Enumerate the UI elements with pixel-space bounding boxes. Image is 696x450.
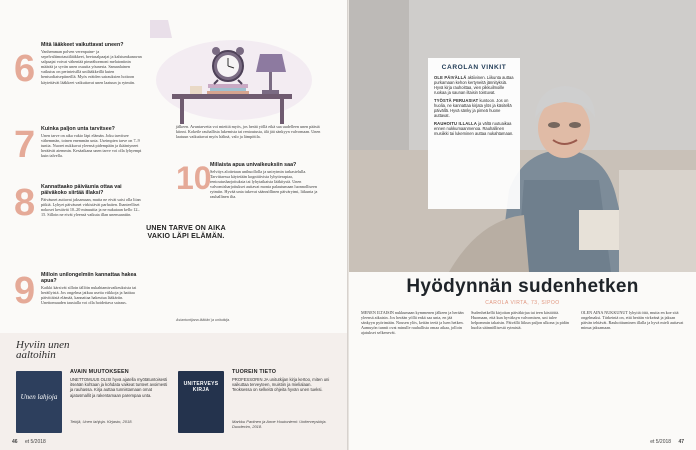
book-recommendations: [0, 333, 347, 450]
rec-title: AVAIN MUUTOKSEEN: [70, 369, 129, 375]
left-page: [0, 0, 347, 450]
tips-box-text: aktiivinen. Liikunta auttaa purkamaan kehon kertyneitä jännityksiä. Hyvä kirja rauhoittaa, vien pikkuilmoille ruokaa ja saunan iltaisin toistuvat.: [434, 75, 514, 95]
tips-box-lead: TYÖSTÄ PERUASIAT: [434, 98, 479, 103]
issue-label: et 5/2018: [650, 439, 672, 445]
article-byline: CAROLA VIRTA, 73, SIPOO: [485, 300, 560, 306]
tips-box-text: kuntoon. Jos on huolia, ne kannattaa kirjata ylös ja käsitellä päivällä. Hyvä sänky ja pimeä huone auttavat.: [434, 98, 512, 118]
tips-box-lead: RAUHOITU ILLALLA: [434, 121, 477, 126]
right-page-number: [650, 439, 684, 445]
rec-text: UNETTOMUUS OLISI hyvä ajatella myötätuntoisesti itseään kohtaan ja kohdata vaikeat tunteet avoimesti ja rauhassa. Kirja auttaa tunnistamaan omat ajatusmallit ja rakentamaan parempaa unta.: [70, 377, 168, 398]
issue-label: et 5/2018: [24, 439, 46, 445]
tip-title: Kannattaako päiväunia ottaa vai päiväkoko siirtää illaksi?: [41, 184, 122, 196]
footnote: Asiantuntijana lääkäri ja unitutkija.: [176, 318, 231, 322]
tips-box-item: [434, 98, 514, 118]
book-cover-title: UNITERVEYS KIRJA: [183, 381, 219, 393]
tip-text: Selvitys aloitetaan unihuollolla ja unirytmin tarkastelulla. Tarvittaessa käytetään kognitiivista lyhytterapiaa, rentoutusharjoituksia tai lyhytaikaista lääkitystä. Unen valvomisharjoitukset auttavat monia palautumaan luonnolliseen rytmiin. Hyvää unta tukevat säännöllinen päivärytmi, liikunta ja rauhallinen ilta.: [210, 169, 318, 200]
tip-title: Millaista apua univaikeuksiin saa?: [210, 162, 297, 168]
tip-title: Mitä lääkkeet vaikuttavat uneen?: [41, 42, 124, 48]
rec-title: TUOREIN TIETO: [232, 369, 277, 375]
tip-text: Kaikki kärsivät silloin tällöin nukahtamisvaikeuksista tai heräilyistä. Jos ongelma jatkuu useita viikkoja ja haittaa päivittäistä elämää, kannattaa hakeutua lääkäriin. Unettomuuden taustalla voi olla hoidettava sairaus.: [41, 285, 137, 306]
tips-box-text: ja vältä ruutuaikaa ennen nukkumaanmenoa. Rauhallinen musiikki tai lukeminen auttaa nukahtamaan.: [434, 121, 514, 136]
mid-column-text: jälkeen. Avuntarvetta voi miettiä myös, jos herää yöllä eikä saa uudelleen unen päästä kiinni. Kokeile rauhallista lukemista tai rentoutusta, älä jää sänkyyn valvomaan. Unen laatuun vaikuttavat myös hälinä, valo ja lämpötila.: [176, 124, 321, 140]
right-page: [349, 0, 696, 450]
tip-title: Milloin unilongelmiin kannattaa hakea apua?: [41, 272, 137, 284]
tip-10: [176, 162, 326, 200]
tip-7: [14, 124, 142, 166]
tip-title: Kuinka paljon unta tarvitsee?: [41, 126, 115, 132]
tips-box-title: CAROLAN VINKIT: [441, 64, 507, 71]
tip-number: 8: [14, 182, 36, 224]
article-column-1: MENEN ILTAISIN nukkumaan kymmenen jälkeen ja herään yleensä aikaisin. Jos herään yöllä enkä saa unta, en jää sänkyyn pyörimään. Nousen ylös, keitän teetä ja luen hetken. Aamuyön tunnit ovat minulle rauhallista omaa aikaa, jolloin ajatukset selkenevät.: [361, 310, 464, 336]
rec-source: Markku Partinen ja Anne Huutoniemi: Uniterveyskirja. Duodecim, 2018.: [232, 419, 327, 429]
tip-number: 6: [14, 48, 36, 90]
left-page-number: [12, 439, 46, 445]
page-number: 46: [12, 439, 18, 445]
rec-text: PROFESSORIN JA unitutkijan kirja kertoo, miten uni vaikuttaa terveyteen, muistiin ja mielialaan. Teoksessa on selkeitä ohjeita hyvän unen tueksi.: [232, 377, 330, 393]
article-headline: Hyödynnän sudenhetken: [406, 276, 639, 297]
book-cover-title: Unen lahjoja: [20, 393, 58, 401]
rec-source: Tekijä, Unen lahjoja. Kirjasto, 2018.: [70, 419, 133, 424]
tip-6: [14, 42, 142, 90]
article-column-2: Sudenhetkellä kirjoitan päiväkirjaa tai teen käsitöitä. Huomaan, että kun hyväksyn valvomisen, uni tulee helpommin takaisin. Päivällä liikun paljon ulkona ja pidän huolta säännöllisestä rytmistä.: [471, 310, 569, 331]
tip-number: 7: [14, 124, 36, 166]
bedside-illustration: [150, 20, 318, 124]
tip-number: 10: [176, 160, 212, 196]
page-number: 47: [678, 439, 684, 445]
pull-quote: UNEN TARVE ON AIKA VAKIO LÄPI ELÄMÄN.: [146, 225, 226, 241]
lamp-icon: [256, 54, 286, 72]
book-cover-unen-lahjoja: [16, 371, 62, 433]
tips-box-item: [434, 75, 514, 95]
tips-box-item: [434, 121, 514, 136]
tip-number: 9: [14, 270, 36, 312]
photo-scene: [349, 0, 696, 272]
tip-8: [14, 182, 142, 224]
recommendations-header: Hyviin unen aaltoihin: [16, 339, 70, 361]
tips-box-lead: OLE PÄIVÄLLÄ: [434, 75, 467, 80]
carola-tips-box: [428, 58, 520, 209]
article-column-3: OLEN AINA NUKKUNUT lyhyitä öitä, mutta en koe sitä ongelmaksi. Tärkeintä on, että herään virkeänä ja jaksan päivän tehtävät. Rauhoittuminen illalla ja hyvä mieli auttavat minua jaksamaan.: [581, 310, 684, 331]
tip-9: [14, 270, 142, 312]
tip-text: Päiväunet auttavat jaksamaan, mutta ne eivät saisi olla liian pitkiä. Lyhyet päiväunet virkistävät parhaiten. Ihanteelliset nokoset kestävät 10–20 minuuttia ja ne nukutaan kello 12–15. Silloin ne eivät yleensä vaikuta illan unensaantiin.: [41, 197, 141, 218]
tip-text: Vanhemman polven verenpaine- ja sepelvaltimotautilääkkeet, beetasalpaajat ja kalsiumkanavan salpaajat voivat vähentää pimeähormoni melatoniinin määrää ja syvän unen osuutta yöunesta. Samanlainen vaikutus on perinteisillä unilääkkeillä kuten bentsodiatsepiineillä. Myös eräiden sairauksien hoitoon käytettävät lääkkeet vaikuttavat unen laatuun ja rytmiin.: [41, 49, 142, 85]
portrait-photo: [349, 0, 696, 272]
tip-text: Unen tarve on aika vakio läpi elämän. Joku tarvitsee vähemmän, toinen enemmän unta. Useimpien tarve on 7–9 tuntia. Nuoret nukkuvat yleensä pidempään ja ikääntyneet heräävät aiemmin. Kesäaikana unen tarve voi olla lyhyempi kuin talvella.: [41, 133, 142, 159]
book-cover-uniterveyskirja: [178, 371, 224, 433]
